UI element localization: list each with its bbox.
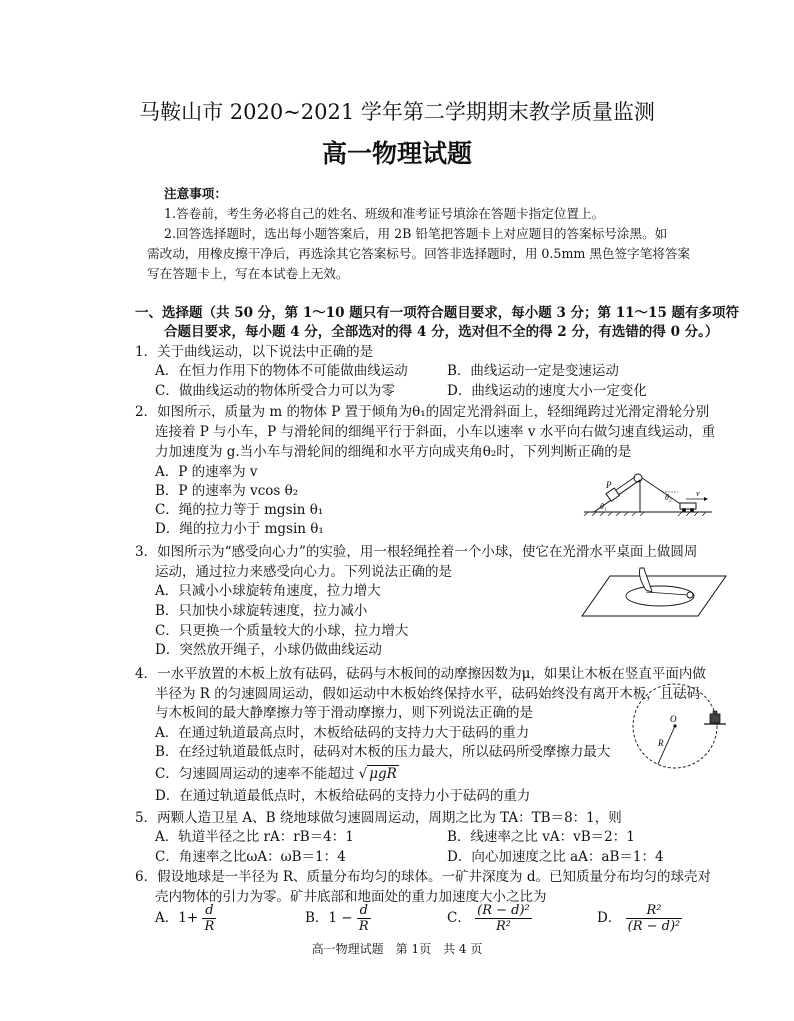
notice-item-1: 1.答卷前，考生务必将自己的姓名、班级和准考证号填涂在答题卡指定位置上。	[164, 206, 605, 221]
q6-option-d	[597, 903, 682, 934]
q4-stem-line-3: 与木板间的最大静摩擦力等于滑动摩擦力，则下列说法正确的是	[155, 705, 533, 721]
q6-stem-line-1: 6．假设地球是一半径为 R、质量分布均匀的球体。一矿井深度为 d。已知质量分布均匀的球壳对	[135, 869, 711, 885]
q3-option-b: B．只加快小球旋转速度，拉力减小	[155, 603, 368, 619]
q4-figure-label-o: O	[670, 714, 677, 724]
q2-option-b: B．P 的速率为 vcos θ₂	[155, 483, 299, 499]
q3-figure-table-ball	[580, 562, 728, 618]
q4-option-c	[155, 764, 399, 784]
q3-stem-line-1: 3．如图所示为“感受向心力”的实验，用一根轻绳拴着一个小球，使它在光滑水平桌面上做圆周	[135, 544, 698, 560]
q2-stem-line-2: 连接着 P 与小车，P 与滑轮间的细绳平行于斜面，小车以速率 v 水平向右做匀速直线运动，重	[155, 424, 716, 440]
q2-option-c: C．绳的拉力等于 mgsin θ₁	[155, 502, 324, 518]
q6-option-b	[305, 903, 371, 934]
q4-option-c-expr: μgR	[369, 766, 397, 782]
q4-option-d: D．在通过轨道最低点时，木板给砝码的支持力小于砝码的重力	[155, 788, 531, 804]
q3-stem-line-2: 运动，通过拉力来感受向心力。下列说法正确的是	[155, 564, 452, 580]
q3-option-a: A．只减小小球旋转角速度，拉力增大	[155, 583, 381, 599]
q5-option-b: B．线速率之比 vA：vB＝2：1	[447, 829, 635, 845]
q6-option-d-label: D．	[597, 910, 622, 926]
q3-option-c: C．只更换一个质量较大的小球，拉力增大	[155, 623, 409, 639]
q2-figure-label-theta2: θ₂	[665, 493, 672, 502]
q6-option-a-label: A．	[155, 910, 179, 926]
q1-option-d: D．曲线运动的速度大小一定变化	[447, 383, 647, 399]
q6-option-a-denominator: R	[204, 919, 215, 934]
q6-option-a-prefix: 1+	[178, 910, 199, 926]
q1-option-b: B．曲线运动一定是变速运动	[447, 363, 619, 379]
notice-item-2-line-2: 需改动，用橡皮擦干净后，再选涂其它答案标号。回答非选择题时，用 0.5mm 黑色签字笔将答案	[147, 246, 691, 261]
q2-stem-line-3: 力加速度为 g.当小车与滑轮间的细绳和水平方向成夹角θ₂时，下列判断正确的是	[155, 444, 632, 460]
q2-stem-line-1: 2．如图所示，质量为 m 的物体 P 置于倾角为θ₁的固定光滑斜面上，轻细绳跨过光滑定滑轮分别	[135, 404, 710, 420]
q6-option-a	[155, 903, 216, 934]
q6-option-b-fraction	[357, 903, 371, 934]
q2-option-a: A．P 的速率为 v	[155, 464, 258, 480]
page-footer: 高一物理试题 第 1页 共 4 页	[311, 942, 483, 956]
q4-option-c-text: C．匀速圆周运动的速率不能超过	[155, 766, 355, 782]
q6-option-b-denominator: R	[358, 919, 369, 934]
section-heading-line-1: 一、选择题（共 50 分，第 1～10 题只有一项符合题目要求，每小题 3 分；第 11～15 题有多项符	[135, 305, 740, 321]
q6-option-c	[447, 903, 532, 934]
q2-figure-label-v: v	[696, 489, 700, 498]
q2-cart	[680, 503, 696, 509]
q5-option-a: A．轨道半径之比 rA：rB＝4：1	[155, 829, 354, 845]
section-heading-line-2: 合题目要求，每小题 4 分，全部选对的得 4 分，选对但不全的得 2 分，有选错的得 0 分。）	[164, 324, 719, 340]
q4-stem-line-2: 半径为 R 的匀速圆周运动，假如运动中木板始终保持水平，砝码始终没有离开木板，且砝码	[155, 686, 701, 702]
q2-figure-incline-pulley	[582, 468, 714, 518]
q6-option-b-prefix: 1 −	[328, 910, 353, 926]
q6-option-a-numerator: d	[202, 903, 216, 919]
q6-option-d-fraction	[626, 903, 683, 934]
q2-option-d: D．绳的拉力小于 mgsin θ₁	[155, 521, 324, 537]
notice-item-2-line-3: 写在答题卡上，写在本试卷上无效。	[147, 266, 349, 281]
q2-figure-label-p: P	[606, 480, 612, 490]
q4-option-c-sqrt-icon: √	[358, 766, 368, 782]
q6-option-a-fraction	[202, 903, 216, 934]
q6-option-b-numerator: d	[357, 903, 371, 919]
exam-subtitle: 高一物理试题	[321, 139, 472, 168]
q6-option-c-fraction	[475, 903, 532, 934]
q1-stem: 1．关于曲线运动，以下说法中正确的是	[135, 344, 374, 360]
q4-figure-label-r: R	[658, 738, 664, 748]
q3-option-d: D．突然放开绳子，小球仍做曲线运动	[155, 642, 382, 658]
q5-stem: 5．两颗人造卫星 A、B 绕地球做匀速圆周运动，周期之比为 TA：TB＝8：1，则	[135, 810, 622, 826]
q2-figure-label-theta1: θ₁	[600, 502, 607, 511]
q1-option-a: A．在恒力作用下的物体不可能做曲线运动	[155, 363, 408, 379]
q6-option-c-label: C．	[447, 910, 471, 926]
notice-item-2-line-1: 2.回答选择题时，选出每小题答案后，用 2B 铅笔把答题卡上对应题目的答案标号涂黑。如	[164, 226, 668, 241]
q4-stem-line-1: 4．一水平放置的木板上放有砝码，砝码与木板间的动摩擦因数为μ，如果让木板在竖直平面内做	[135, 666, 706, 682]
q6-option-c-denominator: R²	[495, 919, 511, 934]
notice-heading: 注意事项：	[164, 186, 227, 201]
q6-option-b-label: B．	[305, 910, 329, 926]
q6-stem-line-2: 壳内物体的引力为零。矿井底部和地面处的重力加速度大小之比为	[155, 889, 547, 905]
q4-option-a: A．在通过轨道最高点时，木板给砝码的支持力大于砝码的重力	[155, 725, 530, 741]
q2-block-p	[606, 488, 619, 501]
exam-title: 马鞍山市 2020~2021 学年第二学期期末教学质量监测	[139, 100, 655, 124]
q6-option-d-denominator: (R − d)²	[627, 919, 681, 934]
q6-option-c-numerator: (R − d)²	[477, 903, 530, 918]
q4-option-b: B．在经过轨道最低点时，砝码对木板的压力最大，所以砝码所受摩擦力最大	[155, 744, 611, 760]
q4-figure-circular-motion	[628, 678, 728, 778]
q5-option-d: D．向心加速度之比 aA：aB＝1：4	[447, 849, 664, 865]
q1-option-c: C．做曲线运动的物体所受合力可以为零	[155, 383, 395, 399]
q6-option-d-numerator: R²	[626, 903, 683, 919]
q5-option-c: C．角速率之比ωA：ωB＝1：4	[155, 849, 346, 865]
